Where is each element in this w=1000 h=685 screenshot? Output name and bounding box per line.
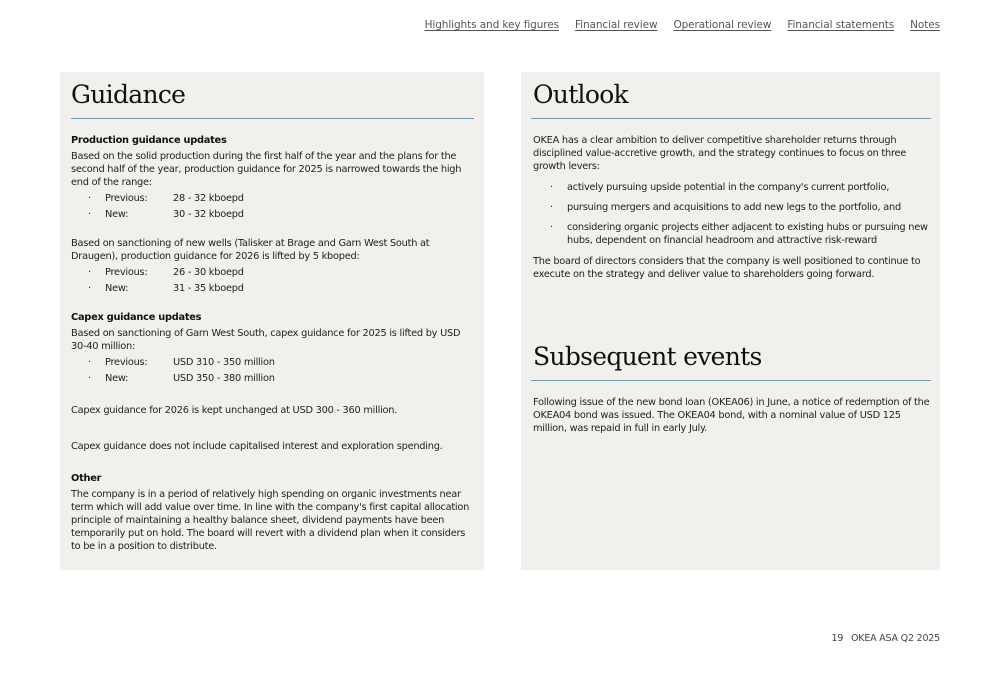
production-2025-new [71, 208, 476, 221]
production-2026-previous [71, 266, 476, 279]
kv-label: Previous: [105, 193, 148, 204]
bullet-icon: · [550, 222, 553, 233]
bullet-icon: · [88, 283, 91, 294]
outlook-title: Outlook [533, 80, 628, 109]
outlook-title-rule [531, 118, 931, 119]
production-2026-new [71, 282, 476, 295]
bullet-icon: · [88, 267, 91, 278]
kv-label: New: [105, 209, 129, 220]
production-guidance-heading: Production guidance updates [71, 135, 227, 146]
bullet-icon: · [88, 193, 91, 204]
capex-guidance-heading: Capex guidance updates [71, 312, 202, 323]
growth-lever-text: considering organic projects either adjacent to existing hubs or pursuing new hubs, dependent on financial headroom and attractive risk-reward [567, 222, 928, 246]
growth-lever-text: actively pursuing upside potential in the company's current portfolio, [567, 182, 890, 193]
top-navigation [425, 19, 940, 31]
kv-value: USD 350 - 380 million [173, 373, 275, 384]
nav-financial-statements-link[interactable]: Financial statements [787, 19, 895, 31]
other-text: The company is in a period of relatively high spending on organic investments near term which will add value over time. In line with the company's first capital allocation principle of maintaining a healthy balance sheet, dividend payments have been temporarily put on hold. The board will revert with a dividend plan when it considers to be in a position to distribute. [71, 489, 470, 552]
growth-lever-text: pursuing mergers and acquisitions to add new legs to the portfolio, and [567, 202, 901, 213]
production-2026-text: Based on sanctioning of new wells (Talisker at Brage and Garn West South at Draugen), production guidance for 2026 is lifted by 5 kboped: [71, 238, 430, 262]
bullet-icon: · [88, 209, 91, 220]
kv-label: Previous: [105, 267, 148, 278]
outlook-closing-text: The board of directors considers that the company is well positioned to continue to execute on the strategy and deliver value to shareholders going forward. [533, 256, 921, 280]
nav-highlights-link[interactable]: Highlights and key figures [424, 19, 559, 31]
capex-2026-text: Capex guidance for 2026 is kept unchanged at USD 300 - 360 million. [71, 405, 398, 416]
kv-value: USD 310 - 350 million [173, 357, 275, 368]
kv-value: 28 - 32 kboepd [173, 193, 244, 204]
subsequent-events-text: Following issue of the new bond loan (OKEA06) in June, a notice of redemption of the OKEA04 bond was issued. The OKEA04 bond, with a nominal value of USD 125 million, was repaid in full in early July. [533, 397, 930, 434]
bullet-icon: · [88, 357, 91, 368]
page-number: 19 [831, 633, 844, 644]
nav-operational-review-link[interactable]: Operational review [673, 19, 772, 31]
capex-2025-new [71, 372, 476, 385]
guidance-title-rule [71, 118, 474, 119]
outlook-intro-text: OKEA has a clear ambition to deliver competitive shareholder returns through disciplined value-accretive growth, and the strategy continues to focus on three growth levers: [533, 135, 907, 172]
guidance-title: Guidance [71, 80, 186, 109]
growth-lever-item [533, 181, 931, 194]
subsequent-events-title-rule [531, 380, 931, 381]
production-2025-previous [71, 192, 476, 205]
bullet-icon: · [88, 373, 91, 384]
capex-note-text: Capex guidance does not include capitalised interest and exploration spending. [71, 441, 443, 452]
other-heading: Other [71, 473, 102, 484]
kv-value: 31 - 35 kboepd [173, 283, 244, 294]
subsequent-events-title: Subsequent events [533, 342, 762, 371]
guidance-panel [60, 72, 484, 570]
growth-lever-item [533, 201, 931, 214]
kv-value: 30 - 32 kboepd [173, 209, 244, 220]
kv-label: Previous: [105, 357, 148, 368]
nav-notes-link[interactable]: Notes [910, 19, 940, 31]
capex-2025-text: Based on sanctioning of Garn West South, capex guidance for 2025 is lifted by USD 30-40 million: [71, 328, 461, 352]
bullet-icon: · [550, 182, 553, 193]
capex-2025-previous [71, 356, 476, 369]
kv-value: 26 - 30 kboepd [173, 267, 244, 278]
report-label: OKEA ASA Q2 2025 [851, 633, 940, 644]
page-footer [831, 633, 940, 644]
kv-label: New: [105, 283, 129, 294]
bullet-icon: · [550, 202, 553, 213]
production-2025-text: Based on the solid production during the first half of the year and the plans for the second half of the year, production guidance for 2025 is narrowed towards the high end of the range: [71, 151, 462, 188]
growth-lever-item [533, 221, 931, 247]
kv-label: New: [105, 373, 129, 384]
nav-financial-review-link[interactable]: Financial review [574, 19, 658, 31]
outlook-panel [521, 72, 940, 570]
